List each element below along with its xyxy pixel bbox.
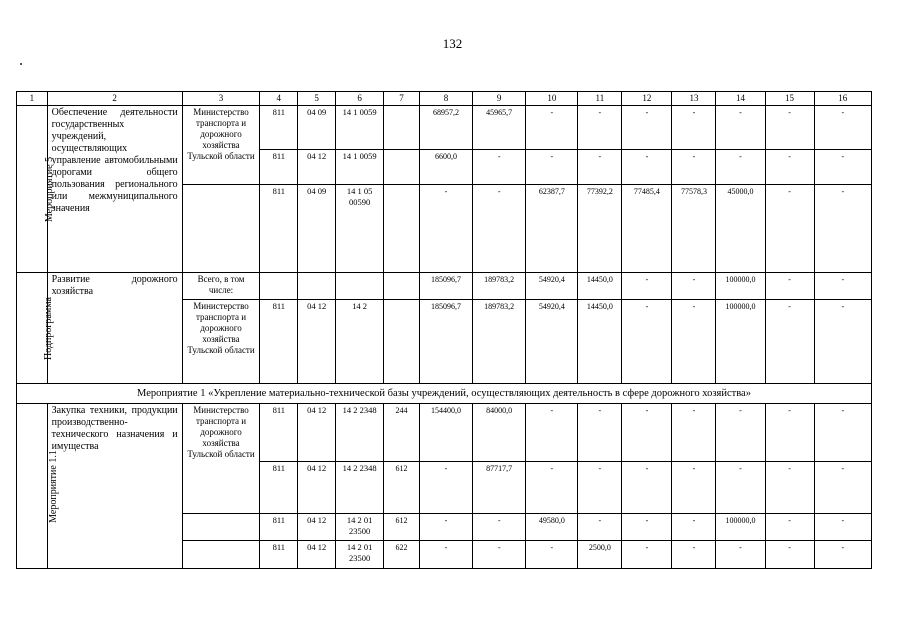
column-header: 5	[298, 92, 336, 106]
column-header: 16	[814, 92, 871, 106]
table-row	[17, 404, 872, 462]
column-header: 1	[17, 92, 48, 106]
value-cell: 100000,0	[716, 514, 765, 541]
value-cell: -	[814, 106, 871, 150]
value-cell: 84000,0	[473, 404, 526, 462]
value-cell: 04 09	[298, 106, 336, 150]
value-cell: -	[672, 514, 716, 541]
value-cell	[384, 185, 420, 273]
value-cell: -	[622, 541, 672, 569]
value-cell: 100000,0	[716, 273, 765, 300]
value-cell: 2500,0	[578, 541, 622, 569]
value-cell: 54920,4	[526, 273, 578, 300]
vertical-label: Мероприятие 5	[44, 156, 56, 222]
value-cell: -	[765, 462, 814, 514]
value-cell: -	[716, 150, 765, 185]
value-cell: 49580,0	[526, 514, 578, 541]
value-cell: -	[814, 541, 871, 569]
value-cell: 622	[384, 541, 420, 569]
value-cell: 100000,0	[716, 300, 765, 384]
column-header: 12	[622, 92, 672, 106]
value-cell: -	[622, 514, 672, 541]
value-cell: 14 1 0059	[336, 150, 384, 185]
value-cell: 87717,7	[473, 462, 526, 514]
value-cell: 14450,0	[578, 273, 622, 300]
page-number: 132	[442, 36, 463, 51]
column-header: 11	[578, 92, 622, 106]
value-cell: -	[672, 273, 716, 300]
vertical-label: Мероприятие 1.1	[47, 449, 59, 523]
value-cell: -	[765, 300, 814, 384]
value-cell: 04 12	[298, 514, 336, 541]
value-cell: 54920,4	[526, 300, 578, 384]
value-cell: -	[672, 300, 716, 384]
column-header: 13	[672, 92, 716, 106]
vertical-label: Подпрограмма	[42, 296, 54, 360]
value-cell: -	[814, 514, 871, 541]
value-cell: -	[419, 185, 472, 273]
executor-empty	[182, 185, 260, 273]
value-cell: 185096,7	[419, 300, 472, 384]
value-cell: -	[716, 404, 765, 462]
value-cell: -	[672, 462, 716, 514]
value-cell: 811	[260, 106, 298, 150]
column-header: 3	[182, 92, 260, 106]
empty-cell	[260, 273, 298, 300]
value-cell: -	[765, 273, 814, 300]
measure-name: Развитие дорожного хозяйства	[47, 273, 182, 384]
value-cell: -	[622, 404, 672, 462]
header-row	[17, 92, 872, 106]
value-cell: 45965,7	[473, 106, 526, 150]
value-cell: -	[716, 106, 765, 150]
value-cell: 14 2 01 23500	[336, 514, 384, 541]
value-cell: -	[765, 514, 814, 541]
executor: Министерство транспорта и дорожного хозяйства Тульской области	[182, 404, 260, 514]
section-label	[17, 106, 56, 273]
column-header: 9	[473, 92, 526, 106]
value-cell: -	[578, 404, 622, 462]
value-cell: 189783,2	[473, 273, 526, 300]
value-cell: 811	[260, 462, 298, 514]
value-cell: -	[622, 106, 672, 150]
value-cell: 189783,2	[473, 300, 526, 384]
executor-empty	[182, 541, 260, 569]
value-cell: -	[578, 106, 622, 150]
value-cell: -	[419, 462, 472, 514]
column-header: 4	[260, 92, 298, 106]
empty-cell	[384, 273, 420, 300]
value-cell: -	[526, 404, 578, 462]
value-cell: 14 1 0059	[336, 106, 384, 150]
value-cell: 77485,4	[622, 185, 672, 273]
value-cell: 68957,2	[419, 106, 472, 150]
value-cell	[384, 106, 420, 150]
value-cell: 811	[260, 300, 298, 384]
value-cell: 612	[384, 462, 420, 514]
column-header: 14	[716, 92, 765, 106]
value-cell: -	[578, 150, 622, 185]
value-cell: -	[716, 541, 765, 569]
value-cell: -	[672, 106, 716, 150]
value-cell: -	[814, 273, 871, 300]
section-label	[17, 273, 54, 384]
value-cell: -	[765, 541, 814, 569]
value-cell: -	[473, 185, 526, 273]
value-cell: -	[419, 541, 472, 569]
column-header: 6	[336, 92, 384, 106]
value-cell: -	[622, 273, 672, 300]
value-cell: 811	[260, 514, 298, 541]
banner-row	[17, 384, 872, 404]
value-cell: 04 12	[298, 404, 336, 462]
value-cell: -	[672, 541, 716, 569]
value-cell	[384, 150, 420, 185]
value-cell: -	[419, 514, 472, 541]
table-row	[17, 273, 872, 300]
budget-table	[16, 91, 872, 569]
value-cell: 244	[384, 404, 420, 462]
value-cell: -	[526, 106, 578, 150]
value-cell: -	[473, 514, 526, 541]
value-cell: 04 12	[298, 300, 336, 384]
value-cell: 14450,0	[578, 300, 622, 384]
column-header: 8	[419, 92, 472, 106]
value-cell: -	[526, 150, 578, 185]
table-row	[17, 106, 872, 150]
value-cell: 62387,7	[526, 185, 578, 273]
value-cell: -	[765, 150, 814, 185]
value-cell: 811	[260, 541, 298, 569]
value-cell: -	[578, 514, 622, 541]
value-cell	[384, 300, 420, 384]
value-cell: -	[578, 462, 622, 514]
value-cell: 6600,0	[419, 150, 472, 185]
value-cell: 811	[260, 404, 298, 462]
empty-cell	[336, 273, 384, 300]
value-cell: 154400,0	[419, 404, 472, 462]
value-cell: -	[765, 185, 814, 273]
value-cell: -	[765, 404, 814, 462]
value-cell: 14 2 2348	[336, 462, 384, 514]
value-cell: -	[672, 404, 716, 462]
column-header: 10	[526, 92, 578, 106]
column-header: 2	[47, 92, 182, 106]
value-cell: -	[526, 541, 578, 569]
value-cell: -	[814, 150, 871, 185]
value-cell: -	[672, 150, 716, 185]
value-cell: 04 12	[298, 150, 336, 185]
value-cell: 04 12	[298, 541, 336, 569]
value-cell: 14 2 2348	[336, 404, 384, 462]
value-cell: 14 1 05 00590	[336, 185, 384, 273]
column-header: 7	[384, 92, 420, 106]
column-header: 15	[765, 92, 814, 106]
executor: Министерство транспорта и дорожного хозяйства Тульской области	[182, 106, 260, 185]
value-cell: 612	[384, 514, 420, 541]
value-cell: -	[622, 150, 672, 185]
empty-cell	[298, 273, 336, 300]
value-cell: 14 2 01 23500	[336, 541, 384, 569]
value-cell: 185096,7	[419, 273, 472, 300]
value-cell: -	[814, 185, 871, 273]
executor-empty	[182, 514, 260, 541]
value-cell: 45000,0	[716, 185, 765, 273]
value-cell: 77578,3	[672, 185, 716, 273]
value-cell: -	[765, 106, 814, 150]
value-cell: -	[716, 462, 765, 514]
measure-name: Закупка техники, продукции производственно-технического назначения и имущества	[47, 404, 182, 569]
value-cell: 811	[260, 150, 298, 185]
value-cell: -	[622, 300, 672, 384]
value-cell: -	[814, 300, 871, 384]
value-cell: 14 2	[336, 300, 384, 384]
value-cell: 811	[260, 185, 298, 273]
executor: Министерство транспорта и дорожного хозяйства Тульской области	[182, 300, 260, 384]
total-label: Всего, в том числе:	[182, 273, 260, 300]
value-cell: -	[814, 404, 871, 462]
section-label	[17, 404, 59, 569]
scan-speck	[20, 63, 22, 65]
value-cell: 04 12	[298, 462, 336, 514]
value-cell: -	[622, 462, 672, 514]
measure-banner: Мероприятие 1 «Укрепление материально-технической базы учреждений, осуществляющих деятельность в сфере дорожного хозяйства»	[17, 384, 872, 404]
value-cell: -	[526, 462, 578, 514]
value-cell: 04 09	[298, 185, 336, 273]
value-cell: -	[473, 541, 526, 569]
value-cell: -	[814, 462, 871, 514]
value-cell: -	[473, 150, 526, 185]
measure-name: Обеспечение деятельности государственных учреждений, осуществляющих управление автомобильными дорогами общего пользования регионального или межмуниципального значения	[47, 106, 182, 273]
value-cell: 77392,2	[578, 185, 622, 273]
